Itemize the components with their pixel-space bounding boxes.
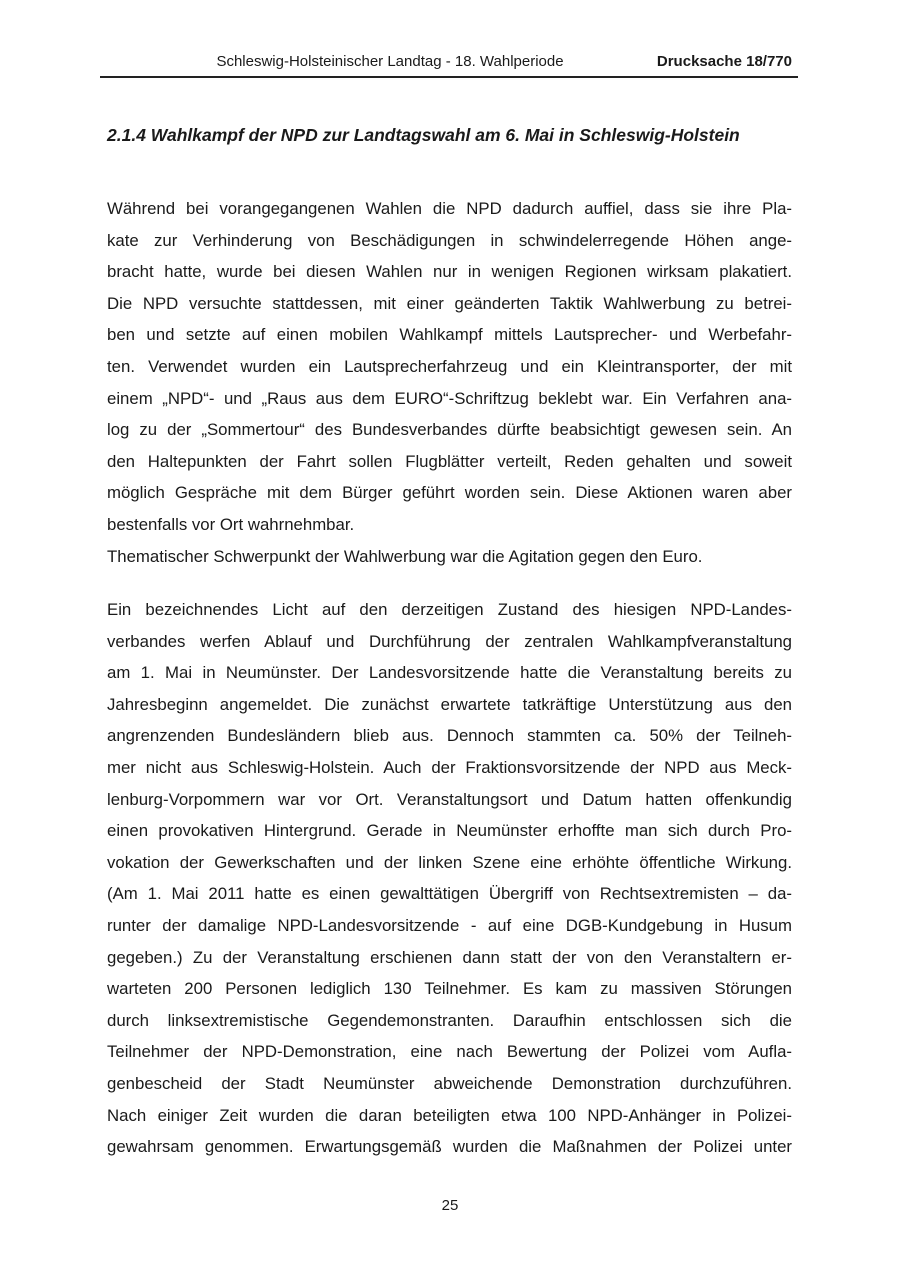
page-header [100,50,798,78]
text-line: den Haltepunkten der Fahrt sollen Flugblätter verteilt, Reden gehalten und soweit [107,451,792,471]
text-line: einem „NPD“- und „Raus aus dem EURO“-Schriftzug beklebt war. Ein Verfahren ana- [107,388,792,408]
text-line: Thematischer Schwerpunkt der Wahlwerbung war die Agitation gegen den Euro. [107,546,703,566]
paragraph-2 [107,594,792,1163]
text-line: Jahresbeginn angemeldet. Die zunächst erwartete tatkräftige Unterstützung aus den [107,694,792,714]
text-line: gewahrsam genommen. Erwartungsgemäß wurden die Maßnahmen der Polizei unter [107,1137,792,1157]
text-line: (Am 1. Mai 2011 hatte es einen gewalttätigen Übergriff von Rechtsextremisten – da- [107,884,792,904]
text-line: Während bei vorangegangenen Wahlen die NPD dadurch auffiel, dass sie ihre Pla- [107,199,792,218]
text-line: bracht hatte, wurde bei diesen Wahlen nur in wenigen Regionen wirksam plakatiert. [107,262,792,282]
text-line: kate zur Verhinderung von Beschädigungen in schwindelerregende Höhen ange- [107,230,792,250]
text-line: lenburg-Vorpommern war vor Ort. Veranstaltungsort und Datum hatten offenkundig [107,789,792,809]
document-reference: Drucksache 18/770 [656,53,792,70]
text-line: gegeben.) Zu der Veranstaltung erschienen dann statt der von den Veranstaltern er- [107,947,792,967]
text-line: am 1. Mai in Neumünster. Der Landesvorsitzende hatte die Veranstaltung bereits zu [107,663,792,683]
text-line: Nach einiger Zeit wurden die daran beteiligten etwa 100 NPD-Anhänger in Polizei- [107,1105,792,1125]
text-line: einen provokativen Hintergrund. Gerade in Neumünster erhoffte man sich durch Pro- [107,821,792,841]
header-title: Schleswig-Holsteinischer Landtag - 18. Wahlperiode [216,53,564,70]
text-line: runter der damalige NPD-Landesvorsitzende - auf eine DGB-Kundgebung in Husum [107,915,792,935]
text-line: mer nicht aus Schleswig-Holstein. Auch der Fraktionsvorsitzende der NPD aus Meck- [107,757,792,777]
text-line: log zu der „Sommertour“ des Bundesverbandes dürfte beabsichtigt gewesen sein. An [107,420,792,440]
text-line: möglich Gespräche mit dem Bürger geführt worden sein. Diese Aktionen waren aber [107,483,792,503]
page-number: 25 [441,1197,459,1214]
text-line: Ein bezeichnendes Licht auf den derzeitigen Zustand des hiesigen NPD-Landes- [107,600,792,619]
text-line: durch linksextremistische Gegendemonstranten. Daraufhin entschlossen sich die [107,1010,792,1030]
text-line: ben und setzte auf einen mobilen Wahlkampf mittels Lautsprecher- und Werbefahr- [107,325,792,345]
text-line: ten. Verwendet wurden ein Lautsprecherfahrzeug und ein Kleintransporter, der mit [107,356,792,376]
section-heading: 2.1.4 Wahlkampf der NPD zur Landtagswahl am 6. Mai in Schleswig-Holstein [107,125,740,145]
text-line: warteten 200 Personen lediglich 130 Teilnehmer. Es kam zu massiven Störungen [107,979,792,999]
text-line: Die NPD versuchte stattdessen, mit einer geänderten Taktik Wahlwerbung zu betrei- [107,293,792,313]
text-line: Teilnehmer der NPD-Demonstration, eine nach Bewertung der Polizei vom Aufla- [107,1042,792,1062]
text-line: verbandes werfen Ablauf und Durchführung der zentralen Wahlkampfveranstaltung [107,631,792,651]
text-line: vokation der Gewerkschaften und der linken Szene eine erhöhte öffentliche Wirkung. [107,852,792,872]
text-line: bestenfalls vor Ort wahrnehmbar. [107,514,355,534]
text-line: angrenzenden Bundesländern blieb aus. Dennoch stammten ca. 50% der Teilneh- [107,726,792,746]
text-line: genbescheid der Stadt Neumünster abweichende Demonstration durchzuführen. [107,1073,792,1093]
paragraph-1 [107,193,792,572]
